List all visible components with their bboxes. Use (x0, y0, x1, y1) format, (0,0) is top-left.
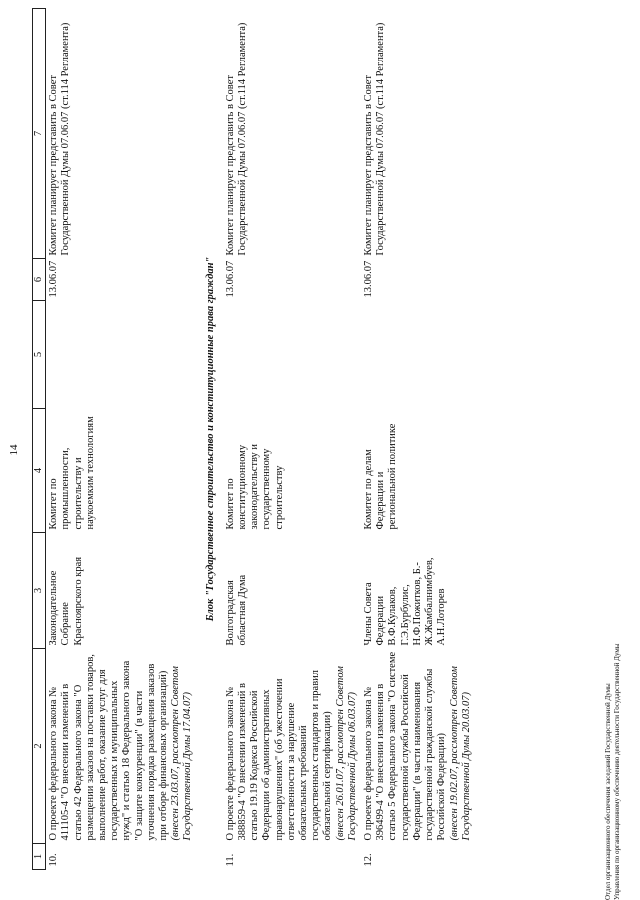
column-header-1: 1 (33, 844, 46, 870)
responsible-committee: Комитет по делам Федерации и региональной политике (363, 423, 399, 530)
column-header-6: 6 (33, 259, 46, 301)
table-row (223, 9, 361, 870)
agenda-table (32, 8, 475, 870)
bill-text: О проекте федерального закона № 396499-4 "О внесении изменения в статью 5 Федерального закона "О системе государственной службы Российской Федерации" (в части наименования государственной гражданской службы Российской Федерации) (363, 651, 448, 841)
bill-text: О проекте федерального закона № 411105-4 "О внесении изменений в статью 42 Федерального закона "О размещении заказов на поставки товаров, выполнение работ, оказание услуг для государственных и муниципальных нужд" и статью 18 Федерального закона "О защите конкуренции" (в части уточнения порядка размещения заказов при отборе финансовых организаций) (48, 654, 170, 841)
column-header-4: 4 (33, 409, 46, 533)
remark: Комитет планирует представить в Совет Государственной Думы 07.06.07 (ст.114 Регламента) (363, 22, 387, 256)
item-number: 11. (224, 853, 236, 867)
item-number: 12. (363, 853, 375, 867)
column-5-cell (361, 301, 475, 409)
responsible-committee: Комитет по конституционному законодательству и государственному строительству (224, 443, 285, 530)
bill-description (46, 649, 197, 844)
bill-note: (внесен 23.03.07, рассмотрен Советом Государственной Думы 17.04.07) (170, 666, 194, 841)
footer-notes (604, 644, 622, 900)
initiator: Законодательное Собрание Красноярского края (48, 556, 84, 646)
table-row (361, 9, 475, 870)
column-header-7: 7 (33, 9, 46, 259)
block-heading-row (197, 9, 223, 870)
block-title: Блок "Государственное строительство и конституционные права граждан" (204, 256, 216, 622)
initiator: Волгоградская областная Дума (224, 574, 249, 646)
remark: Комитет планирует представить в Совет Государственной Думы 07.06.07 (ст.114 Регламента) (224, 22, 249, 256)
table-row (46, 9, 197, 870)
initiator: Члены Совета Федерации В.Ф.Кулаков, Г.Э.Бурбулис, Н.Ф.Пожитков, Б.-Ж.Жамбалнимбуев, А.Н.Лоторев (363, 557, 448, 646)
footer-line-1: Отдел организационного обеспечения заседаний Государственной Думы (604, 683, 612, 900)
bill-note: (внесен 19.02.07, рассмотрен Советом Государственной Думы 20.03.07) (448, 666, 472, 841)
bill-text: О проекте федерального закона № 388859-4 "О внесении изменений в статью 19.19 Кодекса Российской Федерации об административных правонарушениях" (об ужесточении ответственности за нарушение обязательных требований государственных стандартов и правил обязательной сертификации) (224, 669, 334, 841)
responsible-committee: Комитет по промышленности, строительству и наукоемким технологиям (48, 416, 96, 530)
date: 13.06.07 (224, 260, 236, 298)
item-number: 10. (48, 853, 60, 867)
bill-description (361, 649, 475, 844)
column-number-row (33, 9, 46, 870)
column-5-cell (46, 301, 197, 409)
column-header-3: 3 (33, 533, 46, 649)
column-header-2: 2 (33, 649, 46, 844)
column-5-cell (223, 301, 361, 409)
bill-description (223, 649, 361, 844)
date: 13.06.07 (363, 260, 375, 298)
column-header-5: 5 (33, 301, 46, 409)
remark: Комитет планирует представить в Совет Государственной Думы 07.06.07 (ст.114 Регламента) (48, 22, 72, 256)
footer-line-2: Управления по организационному обеспечению деятельности Государственной Думы (613, 643, 621, 900)
page-number: 14 (8, 444, 20, 456)
bill-note: (внесен 26.01.07, рассмотрен Советом Государственной Думы 06.03.07) (334, 666, 358, 841)
date: 13.06.07 (48, 260, 60, 298)
